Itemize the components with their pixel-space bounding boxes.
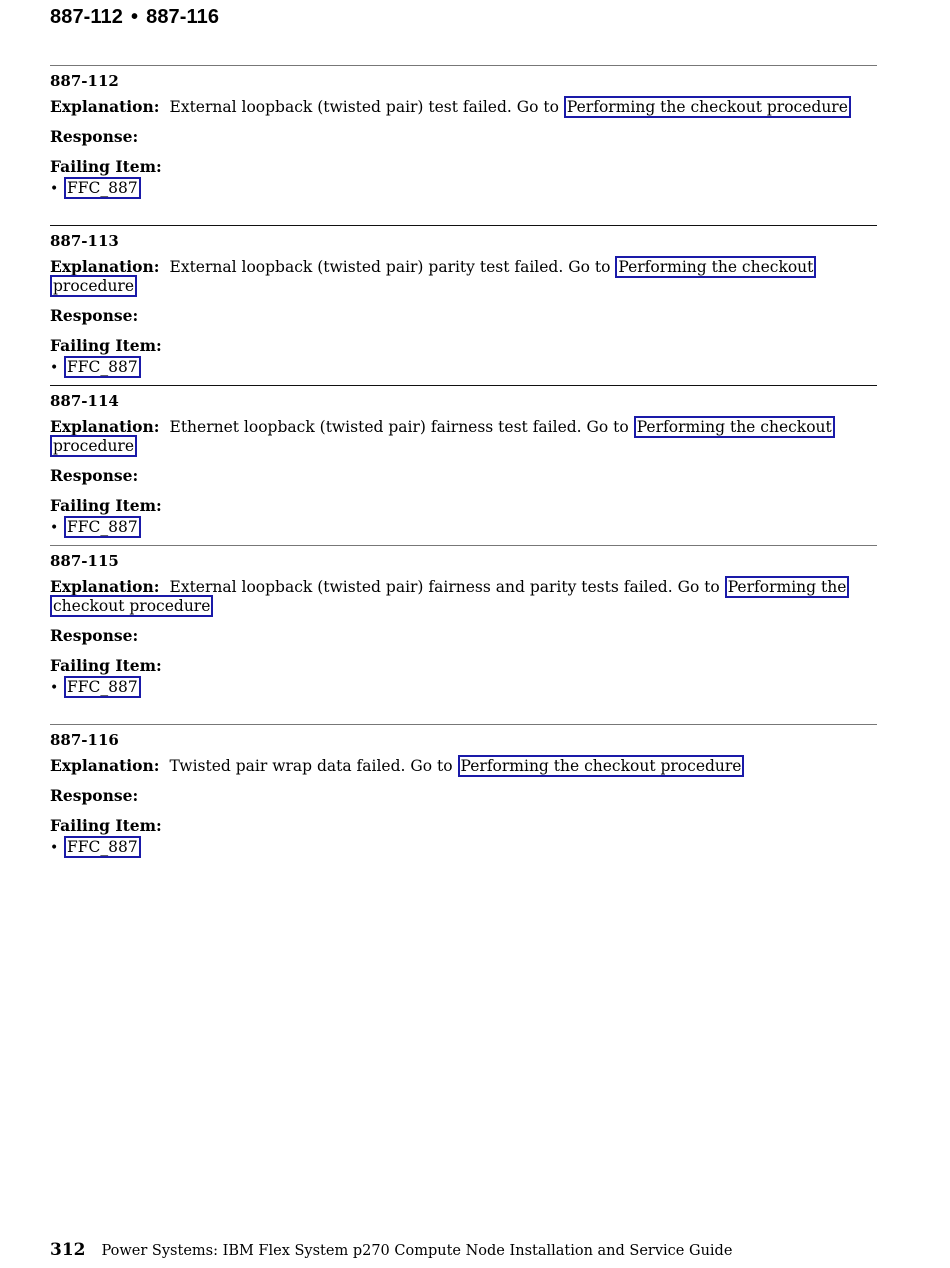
failing-item-link[interactable]: FFC_887 [64, 676, 141, 698]
response-row [50, 786, 877, 806]
failing-item-link[interactable]: FFC_887 [64, 516, 141, 538]
failing-item-label: Failing Item: [50, 157, 162, 176]
failing-item [50, 518, 877, 538]
bullet-icon: • [50, 181, 59, 197]
message-id: 887-115 [50, 552, 119, 570]
explanation-text: Ethernet loopback (twisted pair) fairness test failed. Go to [169, 418, 629, 436]
message-entry [50, 225, 877, 385]
message-entry [50, 724, 877, 884]
failing-item-label: Failing Item: [50, 496, 162, 515]
running-head-end: 887-116 [146, 6, 220, 28]
message-id: 887-113 [50, 232, 119, 250]
bullet-icon: • [50, 840, 59, 856]
explanation-label: Explanation: [50, 97, 160, 116]
response-label: Response: [50, 626, 139, 645]
explanation-row [50, 417, 877, 456]
failing-item-label: Failing Item: [50, 336, 162, 355]
checkout-procedure-link[interactable]: Performing the checkout procedure [458, 755, 745, 777]
explanation-text: External loopback (twisted pair) parity test failed. Go to [169, 258, 611, 276]
failing-item-label: Failing Item: [50, 816, 162, 835]
bullet-icon: • [50, 520, 59, 536]
failing-item-label: Failing Item: [50, 656, 162, 675]
explanation-row [50, 577, 877, 616]
explanation-text: External loopback (twisted pair) fairness and parity tests failed. Go to [169, 578, 720, 596]
explanation-label: Explanation: [50, 417, 160, 436]
bullet-icon: • [50, 360, 59, 376]
failing-item [50, 838, 877, 858]
message-entry [50, 545, 877, 724]
explanation-label: Explanation: [50, 756, 160, 775]
bullet-icon: • [50, 680, 59, 696]
footer-title: Power Systems: IBM Flex System p270 Compute Node Installation and Service Guide [101, 1243, 733, 1259]
failing-item-link[interactable]: FFC_887 [64, 177, 141, 199]
response-label: Response: [50, 786, 139, 805]
page-footer [50, 1240, 732, 1260]
response-row [50, 626, 877, 646]
failing-item-link[interactable]: FFC_887 [64, 356, 141, 378]
checkout-procedure-link[interactable]: Performing the checkout procedure [50, 416, 835, 457]
explanation-label: Explanation: [50, 257, 160, 276]
message-id: 887-116 [50, 731, 119, 749]
message-id: 887-114 [50, 392, 119, 410]
response-label: Response: [50, 127, 139, 146]
response-row [50, 466, 877, 486]
checkout-procedure-link[interactable]: Performing the checkout procedure [50, 576, 849, 617]
response-label: Response: [50, 466, 139, 485]
explanation-row [50, 756, 877, 776]
failing-item-link[interactable]: FFC_887 [64, 836, 141, 858]
running-head-start: 887-112 [50, 6, 123, 28]
explanation-row [50, 97, 877, 117]
running-head [50, 6, 219, 29]
failing-item [50, 358, 877, 378]
message-list [50, 65, 877, 884]
running-head-separator: • [131, 6, 139, 28]
message-entry [50, 385, 877, 545]
explanation-text: Twisted pair wrap data failed. Go to [169, 757, 453, 775]
response-row [50, 127, 877, 147]
message-entry [50, 65, 877, 225]
failing-item [50, 678, 877, 698]
explanation-label: Explanation: [50, 577, 160, 596]
explanation-text: External loopback (twisted pair) test failed. Go to [169, 98, 559, 116]
failing-item [50, 179, 877, 199]
response-row [50, 306, 877, 326]
message-id: 887-112 [50, 72, 119, 90]
checkout-procedure-link[interactable]: Performing the checkout procedure [564, 96, 851, 118]
response-label: Response: [50, 306, 139, 325]
page-number: 312 [50, 1240, 86, 1260]
explanation-row [50, 257, 877, 296]
checkout-procedure-link[interactable]: Performing the checkout procedure [50, 256, 816, 297]
